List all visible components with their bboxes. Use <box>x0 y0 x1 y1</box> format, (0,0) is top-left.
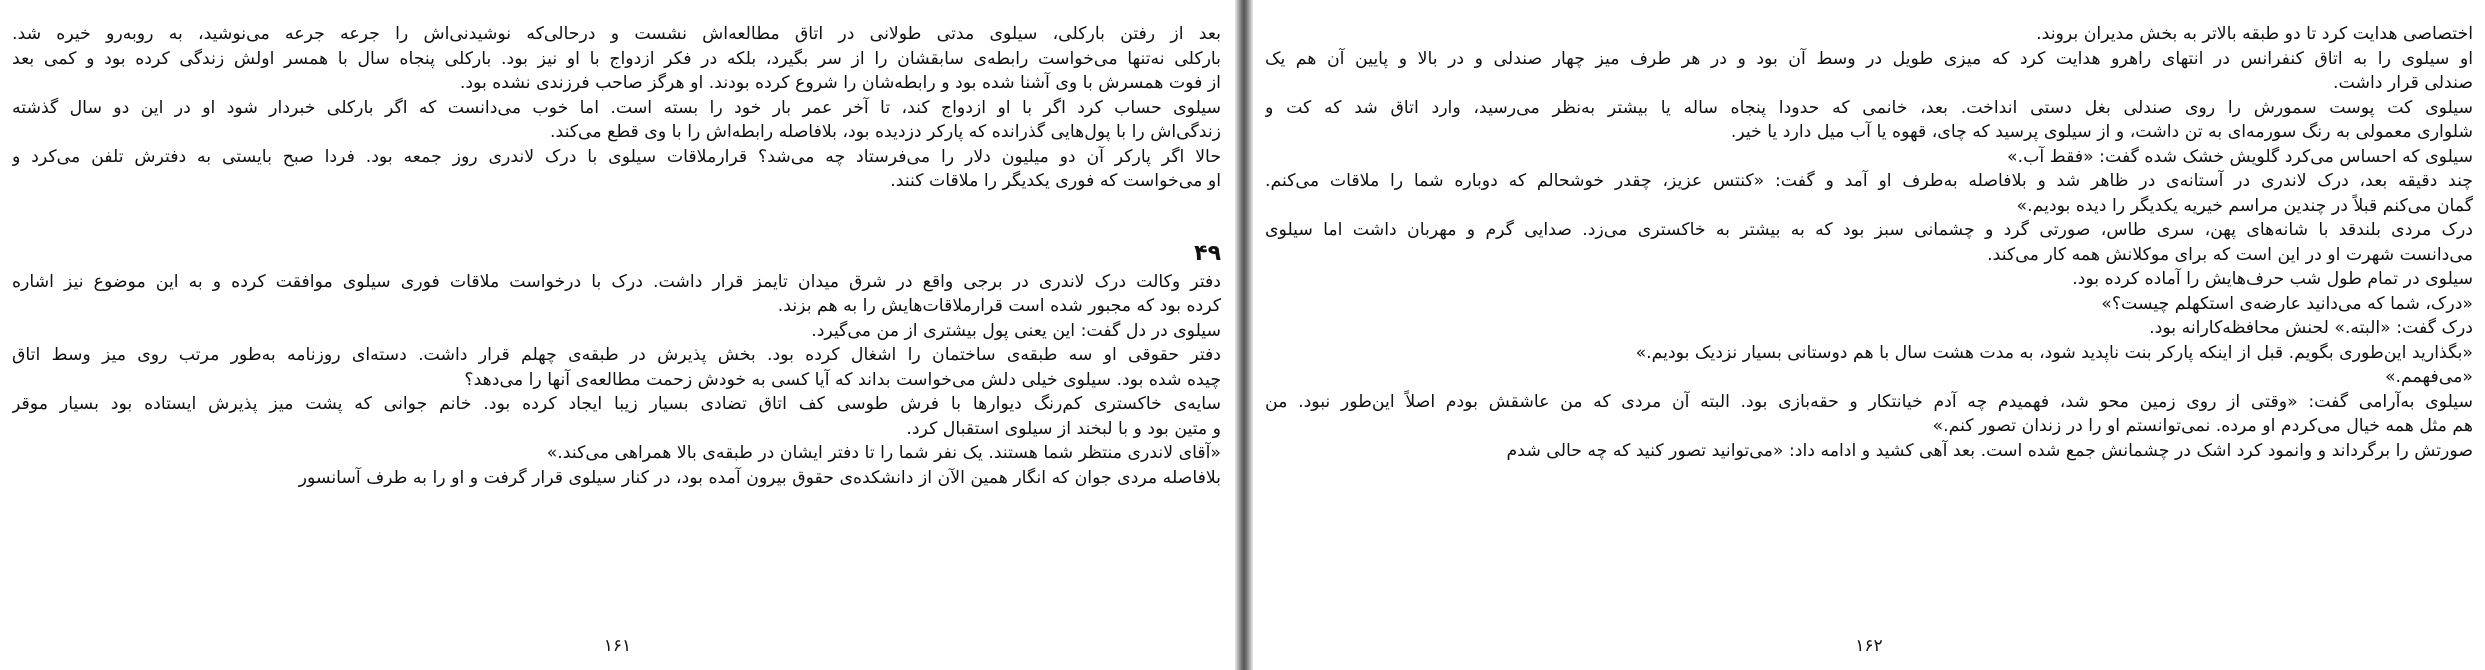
text-line: «آقای لاندری منتظر شما هستند. یک نفر شما را تا دفتر ایشان در طبقه‌ی بالا همراهی می‌کند.» <box>546 443 1221 463</box>
text-line: کرده بود که مجبور شده است قرارملاقات‌هایش را به هم بزند. <box>777 296 1221 316</box>
text-line: سیلوی کت پوست سمورش را روی صندلی بغل دستی انداخت. بعد، خانمی که حدودا پنجاه ساله یا بیشتر به‌نظر می‌رسید، وارد اتاق شد که کت و <box>1265 97 2473 118</box>
text-line: شلواری معمولی به رنگ سورمه‌ای به تن داشت، و از سیلوی پرسید که چای، قهوه یا آب میل دارد یا خیر. <box>1730 122 2473 142</box>
text-line: و متین بود و با لبخند از سیلوی استقبال کرد. <box>906 418 1221 439</box>
right-text <box>1265 22 2473 463</box>
text-line: بعد از رفتن بارکلی، سیلوی مدتی طولانی در اتاق مطالعه‌اش نشست و درحالی‌که نوشیدنی‌اش را جرعه جرعه می‌نوشید، به روبه‌رو خیره شد. <box>12 24 1221 44</box>
page-number-right: ۱۶۲ <box>1855 636 1883 656</box>
page-number-left: ۱۶۱ <box>603 636 632 656</box>
text-line: دفتر حقوقی او سه طبقه‌ی ساختمان را اشغال کرده بود. بخش پذیرش در طبقه‌ی چهلم قرار داشت. دسته‌ای روزنامه به‌طور مرتب روی میز وسط اتاق <box>12 345 1221 365</box>
text-line: سیلوی در دل گفت: این یعنی پول بیشتری از من می‌گیرد. <box>811 320 1221 341</box>
text-line: هم مثل همه خیال می‌کردم او مرده. نمی‌توانستم او را در زندان تصور کنم.» <box>1932 416 2473 436</box>
text-line: سیلوی حساب کرد اگر با او ازدواج کند، تا آخر عمر بار خود را بسته است. اما خوب می‌دانست که اگر بارکلی خبردار شود او در این دو سال گذشته <box>12 97 1221 118</box>
text-line: او سیلوی را به اتاق کنفرانس در انتهای راهرو هدایت کرد که میزی طویل در وسط آن بود و در هر طرف میز چهار صندلی و در بالا و پایین آن هم یک <box>1265 48 2473 69</box>
text-line: دفتر وکالت درک لاندری در برجی واقع در شرق میدان تایمز قرار داشت. درک با درخواست ملاقات فوری سیلوی موافقت کرده و به این موضوع نیز اشاره <box>12 271 1221 292</box>
text-line: «درک، شما که می‌دانید عارضه‌ی استکهلم چیست؟» <box>2101 293 2473 314</box>
text-line: سیلوی در تمام طول شب حرف‌هایش را آماده کرده بود. <box>2072 269 2473 289</box>
text-line: چند دقیقه بعد، درک لاندری در آستانه‌ی در ظاهر شد و بلافاصله به‌طرف او آمد و گفت: «کنتس عزیز، چقدر خوشحالم که دوباره شما را ملاقات می‌کنم. <box>1265 171 2473 191</box>
text-line: گمان می‌کنم قبلاً در چندین مراسم خیریه یکدیگر را دیده بودیم.» <box>2016 195 2473 216</box>
text-line: «می‌فهمم.» <box>2384 367 2473 387</box>
text-line: زندگی‌اش را با پول‌هایی گذرانده که پارکر دزدیده بود، بلافاصله رابطه‌اش را با وی قطع می‌کند. <box>550 122 1221 142</box>
book-gutter <box>1235 0 1253 670</box>
text-line: از فوت همسرش با وی آشنا شده بود و رابطه‌شان را شروع کرده بودند. او هرگز صاحب فرزندی نشده بود. <box>459 73 1221 93</box>
left-text-top <box>12 22 1221 194</box>
text-line: سیلوی به‌آرامی گفت: «وقتی از روی زمین محو شد، فهمیدم چه آدم خیانتکار و حقه‌بازی بود. البته آن مردی که من عاشقش بودم اصلاً این‌طور نبود. من <box>1265 391 2473 412</box>
text-line: صورتش را برگرداند و وانمود کرد اشک در چشمانش جمع شده است. بعد آهی کشید و ادامه داد: «می‌توانید تصور کنید که چه حالی شدم <box>1506 440 2473 461</box>
text-line: می‌دانست شهرت او در این است که برای موکلانش همه کار می‌کند. <box>1987 244 2473 265</box>
chapter-heading: ۴۹ <box>1194 240 1221 266</box>
text-line: چیده شده بود. سیلوی خیلی دلش می‌خواست بداند که آیا کسی به خودش زحمت مطالعه‌ی آنها را می‌دهد؟ <box>464 369 1221 390</box>
text-line: صندلی قرار داشت. <box>2333 73 2473 93</box>
text-line: بلافاصله مردی جوان که انگار همین الآن از دانشکده‌ی حقوق بیرون آمده بود، در کنار سیلوی قرار گرفت و او را به طرف آسانسور <box>298 467 1221 488</box>
right-page <box>1253 0 2485 670</box>
text-line: درک مردی بلندقد با شانه‌های پهن، سری طاس، صورتی گرد و چشمانی سبز بود که به بیشتر به خاکستری می‌زد. صدایی گرم و مهربان داشت اما سیلوی <box>1265 220 2473 240</box>
text-line: حالا اگر پارکر آن دو میلیون دلار را می‌فرستاد چه می‌شد؟ قرارملاقات سیلوی با درک لاندری روز جمعه بود. فردا صبح بایستی به دفترش تلفن می‌کرد و <box>12 146 1221 167</box>
text-line: بارکلی نه‌تنها می‌خواست رابطه‌ی سابقشان را از سر بگیرد، بلکه در فکر ازدواج با او نیز بود. بارکلی پنجاه سال با همسر اولش زندگی کرده بود و کمی بعد <box>12 48 1221 69</box>
text-line: سایه‌ی خاکستری کم‌رنگ دیوارها با فرش طوسی کف اتاق تضادی بسیار زیبا ایجاد کرده بود. خانم جوانی که پشت میز پذیرش ایستاده بود بسیار موقر <box>12 394 1221 414</box>
left-text-bottom <box>12 270 1221 491</box>
left-page <box>0 0 1235 670</box>
text-line: درک گفت: «البته.» لحنش محافظه‌کارانه بود. <box>2149 318 2473 338</box>
text-line: او می‌خواست که فوری یکدیگر را ملاقات کنند. <box>890 171 1221 191</box>
text-line: سیلوی که احساس می‌کرد گلویش خشک شده گفت: «فقط آب.» <box>2007 146 2473 167</box>
text-line: اختصاصی هدایت کرد تا دو طبقه بالاتر به بخش مدیران بروند. <box>2036 24 2473 44</box>
text-line: «بگذارید این‌طوری بگویم. قبل از اینکه پارکر بنت ناپدید شود، به مدت هشت سال با هم دوستانی بسیار نزدیک بودیم.» <box>1635 342 2473 363</box>
